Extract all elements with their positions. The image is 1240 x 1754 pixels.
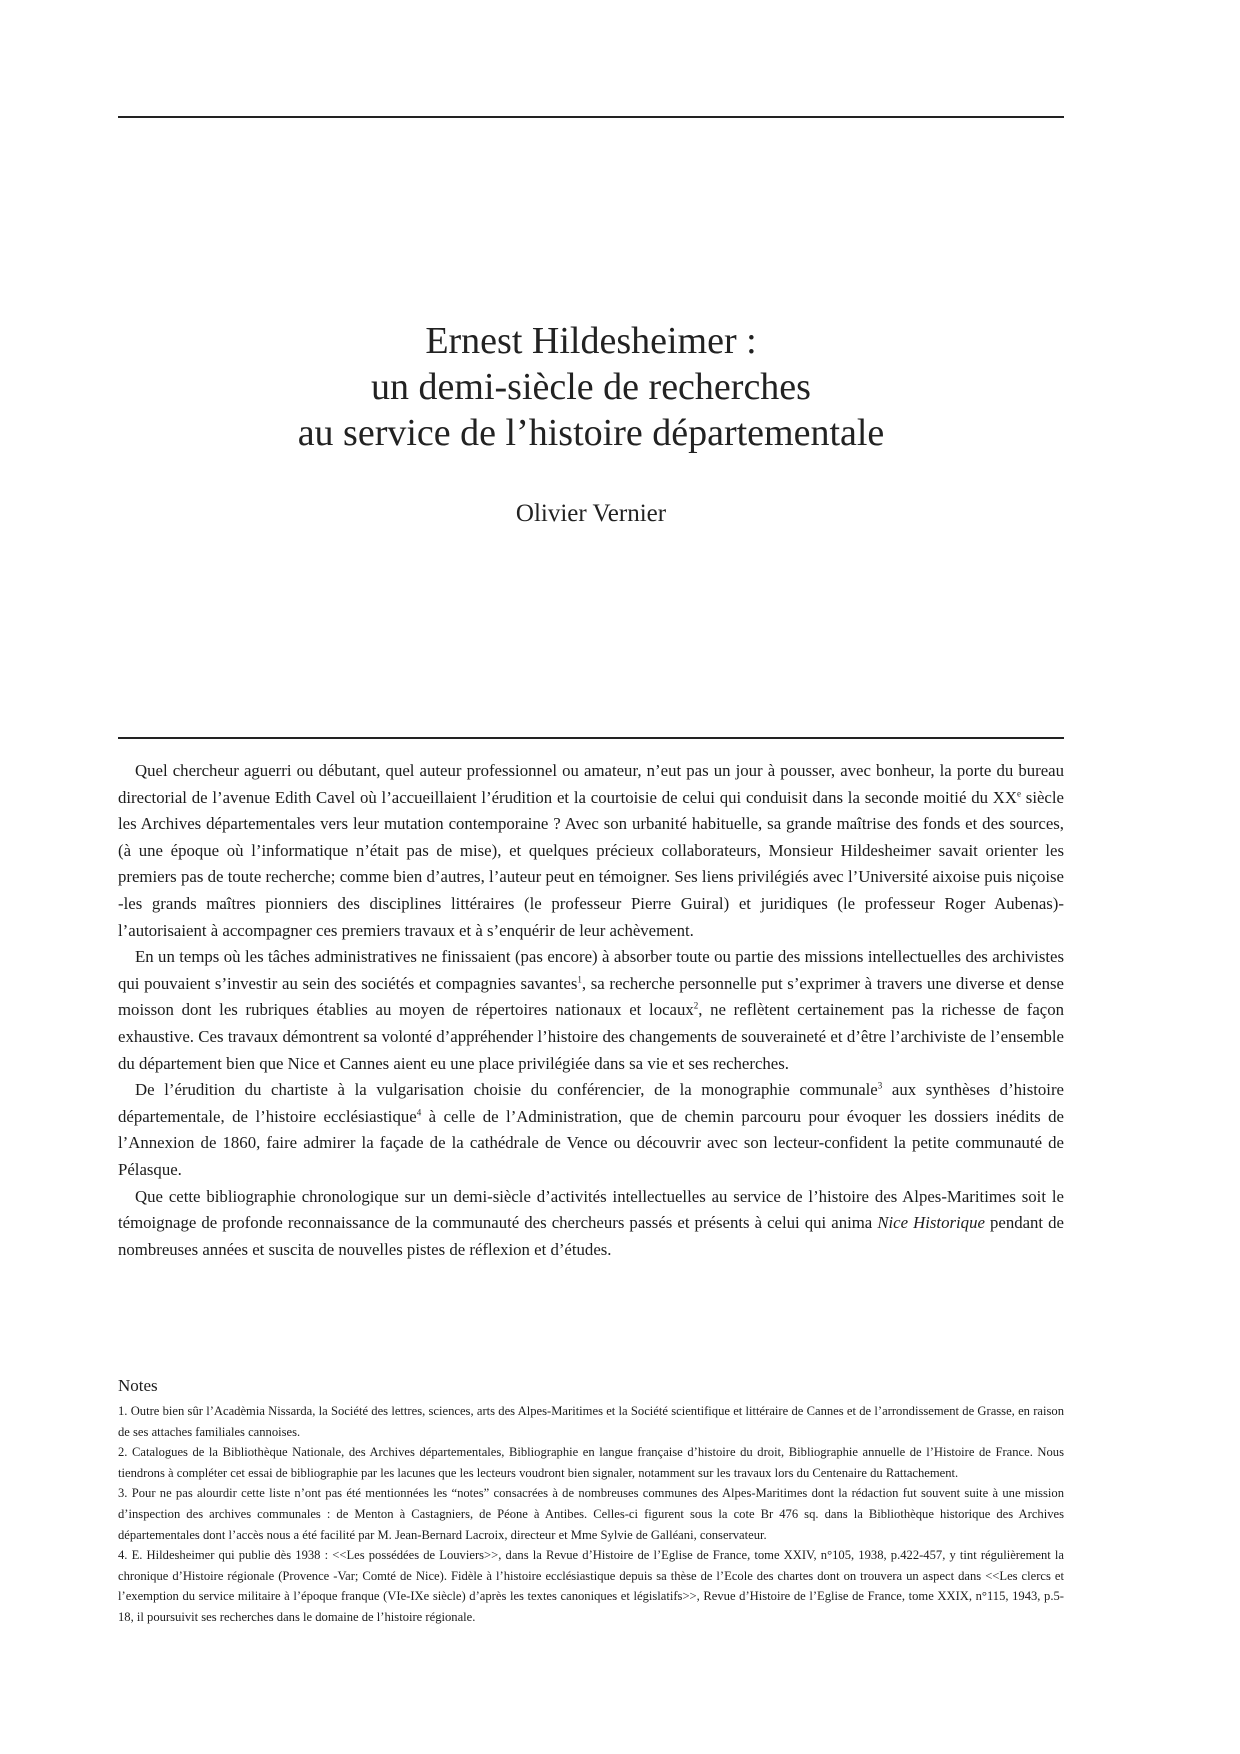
author-name: Olivier Vernier [515, 500, 667, 527]
paragraph-3: De l’érudition du chartiste à la vulgarisation choisie du conférencier, de la monographie communale$^3$ aux synthèses d’histoire départementale, de l’histoire ecclésiastique$^4$ à celle de l’Administration, que de chemin parcouru pour évoquer les dossiers inédits de l’Annexion de 1860, faire admirer la façade de la cathédrale de Vence ou découvrir avec son lecteur-confident la petite communauté de Pélasque. [118, 1080, 1065, 1179]
superscript-e: e [1017, 788, 1021, 798]
paragraph-1: Quel chercheur aguerri ou débutant, quel auteur professionnel ou amateur, n’eut pas un jour à pousser, avec bonheur, la porte du bureau directorial de l’avenue Edith Cavel où l’accueillaient l’érudition et la courtoisie de celui qui conduisit dans la seconde moitié du XXe siècle les Archives départementales vers leur mutation contemporaine ? Avec son urbanité habituelle, sa grande maîtrise des fonds et des sources, (à une époque où l’informatique n’était pas de mise), et quelques précieux collaborateurs, Monsieur Hildesheimer savait orienter les premiers pas de toute recherche; comme bien d’autres, l’auteur peut en témoigner. Ses liens privilégiés avec l’Université aixoise puis niçoise -les grands maîtres pionniers des disciplines littéraires (le professeur Pierre Guiral) et juridiques (le professeur Roger Aubenas)- l’autorisaient à accompagner ces premiers travaux et à s’enquérir de leur achèvement. [118, 761, 1064, 940]
title-line-3: au service de l’histoire départementale [297, 412, 885, 454]
article-body [118, 758, 1064, 1263]
section-divider [118, 737, 1064, 739]
footnote-ref-2[interactable]: 2 [693, 1000, 699, 1011]
journal-title: Nice Historique [877, 1213, 985, 1233]
note-2: 2. Catalogues de la Bibliothèque Nationale, des Archives départementales, Bibliographie en langue française d’histoire du droit, Bibliographie annuelle de l’Histoire de France. Nous tiendrons à compléter cet essai de bibliographie par les lacunes que les lecteurs voudront bien signaler, notamment sur les travaux lors du Centenaire du Rattachement. [118, 1445, 1064, 1480]
footnote-ref-1[interactable]: 1 [577, 974, 582, 985]
notes-heading: Notes [118, 1376, 158, 1395]
title-line-1: Ernest Hildesheimer : [425, 320, 757, 362]
paragraph-2: En un temps où les tâches administratives ne finissaient (pas encore) à absorber toute ou partie des missions intellectuelles des archivistes qui pouvaient s’investir au sein des sociétés et compagnies savantes$^1$, sa recherche personnelle put s’exprimer à travers une diverse et dense moisson dont les rubriques établies au moyen de répertoires nationaux et locaux$^2$, ne reflètent certainement pas la richesse de façon exhaustive. Ces travaux démontrent sa volonté d’appréhender l’histoire des changements de souveraineté et d’être l’archiviste de l’ensemble du département bien que Nice et Cannes aient eu une place privilégiée dans sa vie et ses recherches. [118, 947, 1064, 1073]
footnote-ref-3[interactable]: 3 [877, 1080, 883, 1091]
notes-section [118, 1374, 1064, 1628]
note-1: 1. Outre bien sûr l’Acadèmia Nissarda, la Société des lettres, sciences, arts des Alpes-Maritimes et la Société scientifique et littéraire de Cannes et de l’arrondissement de Grasse, en raison de ses attaches familiales cannoises. [118, 1404, 1064, 1439]
paragraph-4: Que cette bibliographie chronologique sur un demi-siècle d’activités intellectuelles au service de l’histoire des Alpes-Maritimes soit le témoignage de profonde reconnaissance de la communauté des chercheurs passés et présents à celui qui anima Nice Historique pendant de nombreuses années et suscita de nouvelles pistes de réflexion et d’études. [118, 1186, 1064, 1259]
article-title [118, 318, 1064, 456]
note-4: 4. E. Hildesheimer qui publie dès 1938 : <<Les possédées de Louviers>>, dans la Revue d’Histoire de l’Eglise de France, tome XXIV, n°105, 1938, p.422-457, y tint régulièrement la chronique d’Histoire régionale (Provence -Var; Comté de Nice). Fidèle à l’histoire ecclésiastique depuis sa thèse de l’Ecole des chartes dont on trouvera un aspect dans <<Les clercs et l’exemption du service militaire à l’époque franque (VIe-IXe siècle) d’après les textes canoniques et législatifs>>, Revue d’Histoire de l’Eglise de France, tome XXIX, n°115, 1943, p.5-18, il poursuivit ses recherches dans le domaine de l’histoire régionale. [118, 1548, 1064, 1624]
title-line-2: un demi-siècle de recherches [371, 366, 811, 408]
footnote-ref-4[interactable]: 4 [416, 1107, 422, 1118]
top-divider [118, 116, 1064, 118]
note-3: 3. Pour ne pas alourdir cette liste n’ont pas été mentionnées les “notes” consacrées à de nombreuses communes des Alpes-Maritimes dont la rédaction fut souvent suite à une mission d’inspection des archives communales : de Menton à Castagniers, de Péone à Antibes. Celles-ci figurent sous la cote Br 476 sq. dans la Bibliothèque historique des Archives départementales dont l’accès nous a été facilité par M. Jean-Bernard Lacroix, directeur et Mme Sylvie de Galléani, conservateur. [118, 1486, 1064, 1542]
